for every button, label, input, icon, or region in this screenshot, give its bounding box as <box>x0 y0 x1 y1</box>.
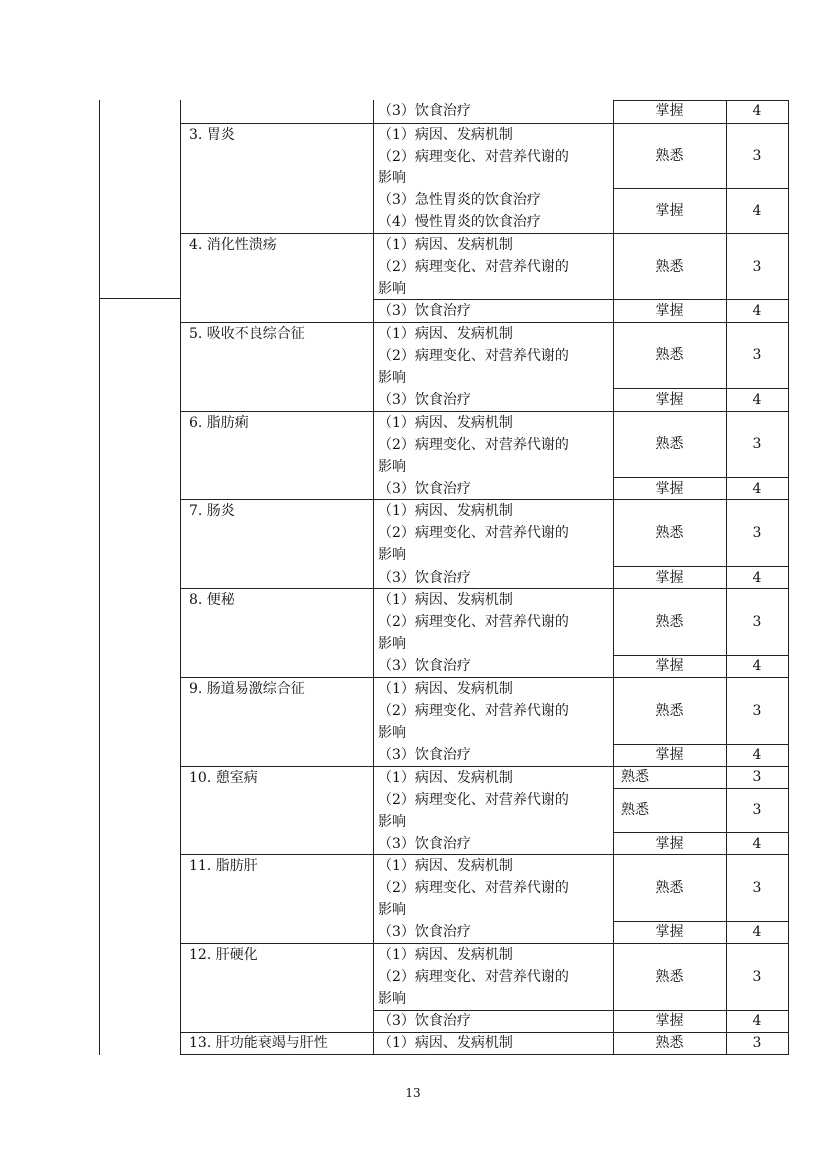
content-cell: 影响 <box>378 902 406 918</box>
level-cell: 掌握 <box>655 836 684 852</box>
row-line <box>613 788 788 789</box>
hours-cell: 3 <box>752 880 762 896</box>
content-cell: （3）饮食治疗 <box>378 658 471 674</box>
hours-cell: 3 <box>752 802 762 818</box>
content-cell: （4）慢性胃炎的饮食治疗 <box>378 214 541 230</box>
content-cell: （1）病因、发病机制 <box>378 858 513 874</box>
content-cell: （3）饮食治疗 <box>378 570 471 586</box>
level-cell: 掌握 <box>655 303 684 319</box>
content-cell: （2）病理变化、对营养代谢的 <box>378 149 569 165</box>
content-cell: （1）病因、发病机制 <box>378 947 513 963</box>
content-cell: （1）病因、发病机制 <box>378 127 513 143</box>
level-cell: 掌握 <box>655 1013 684 1029</box>
content-cell: （2）病理变化、对营养代谢的 <box>378 880 569 896</box>
content-cell: 影响 <box>378 281 406 297</box>
hours-cell: 3 <box>752 525 762 541</box>
hours-cell: 3 <box>752 259 762 275</box>
level-cell: 掌握 <box>655 103 684 119</box>
content-cell: （3）饮食治疗 <box>378 747 471 763</box>
level-cell: 掌握 <box>655 392 684 408</box>
content-cell: （2）病理变化、对营养代谢的 <box>378 969 569 985</box>
content-cell: 影响 <box>378 636 406 652</box>
hours-cell: 3 <box>752 148 762 164</box>
hours-cell: 3 <box>752 703 762 719</box>
content-cell: （1）病因、发病机制 <box>378 592 513 608</box>
content-cell: 影响 <box>378 547 406 563</box>
level-cell: 熟悉 <box>655 148 684 164</box>
level-cell: 掌握 <box>655 481 684 497</box>
topic-cell: 6. 脂肪痢 <box>189 415 249 431</box>
level-cell: 掌握 <box>655 203 684 219</box>
hours-cell: 4 <box>752 392 762 408</box>
hours-cell: 4 <box>752 836 762 852</box>
topic-cell: 13. 肝功能衰竭与肝性 <box>189 1035 328 1051</box>
hours-cell: 3 <box>752 347 762 363</box>
topic-cell: 10. 憩室病 <box>189 770 258 786</box>
content-cell: 影响 <box>378 725 406 741</box>
content-cell: （3）饮食治疗 <box>378 924 471 940</box>
level-cell: 掌握 <box>655 570 684 586</box>
topic-cell: 9. 肠道易激综合征 <box>189 681 305 697</box>
level-cell: 熟悉 <box>655 969 684 985</box>
content-cell: （1）病因、发病机制 <box>378 1035 513 1051</box>
hours-cell: 3 <box>752 614 762 630</box>
content-cell: （1）病因、发病机制 <box>378 681 513 697</box>
column-divider-2 <box>373 100 374 1055</box>
content-cell: （2）病理变化、对营养代谢的 <box>378 259 569 275</box>
content-cell: （3）饮食治疗 <box>378 481 471 497</box>
level-cell: 熟悉 <box>655 703 684 719</box>
hours-cell: 4 <box>752 203 762 219</box>
content-cell: （3）急性胃炎的饮食治疗 <box>378 192 541 208</box>
page-number: 13 <box>405 1086 421 1100</box>
row-line <box>180 1054 788 1055</box>
content-cell: （2）病理变化、对营养代谢的 <box>378 792 569 808</box>
row-line <box>613 188 788 189</box>
level-cell: 熟悉 <box>655 436 684 452</box>
content-cell: （1）病因、发病机制 <box>378 503 513 519</box>
topic-cell: 7. 肠炎 <box>189 503 235 519</box>
hours-cell: 3 <box>752 436 762 452</box>
content-cell: 影响 <box>378 370 406 386</box>
table-right-border <box>788 100 789 1055</box>
content-cell: 影响 <box>378 170 406 186</box>
hours-cell: 4 <box>752 570 762 586</box>
content-cell: （1）病因、发病机制 <box>378 415 513 431</box>
content-cell: （2）病理变化、对营养代谢的 <box>378 614 569 630</box>
content-cell: 影响 <box>378 991 406 1007</box>
content-cell: （3）饮食治疗 <box>378 836 471 852</box>
content-cell: （3）饮食治疗 <box>378 103 471 119</box>
topic-cell: 4. 消化性溃疡 <box>189 237 277 253</box>
level-cell: 熟悉 <box>655 614 684 630</box>
level-cell: 熟悉 <box>655 259 684 275</box>
table-left-border <box>99 100 100 1055</box>
hours-cell: 3 <box>752 1035 762 1051</box>
hours-cell: 4 <box>752 924 762 940</box>
content-cell: （1）病因、发病机制 <box>378 237 513 253</box>
level-cell: 掌握 <box>655 747 684 763</box>
topic-cell: 8. 便秘 <box>189 592 235 608</box>
content-cell: （3）饮食治疗 <box>378 1013 471 1029</box>
topic-cell: 12. 肝硬化 <box>189 947 258 963</box>
content-cell: （2）病理变化、对营养代谢的 <box>378 703 569 719</box>
content-cell: （3）饮食治疗 <box>378 392 471 408</box>
level-cell: 掌握 <box>655 924 684 940</box>
content-cell: （1）病因、发病机制 <box>378 770 513 786</box>
hours-cell: 3 <box>752 969 762 985</box>
hours-cell: 4 <box>752 481 762 497</box>
content-cell: 影响 <box>378 814 406 830</box>
level-cell: 熟悉 <box>655 880 684 896</box>
content-cell: （2）病理变化、对营养代谢的 <box>378 437 569 453</box>
level-cell: 熟悉 <box>655 347 684 363</box>
hours-cell: 3 <box>752 769 762 785</box>
content-cell: （1）病因、发病机制 <box>378 326 513 342</box>
level-cell: 熟悉 <box>621 802 649 818</box>
level-cell: 熟悉 <box>655 1035 684 1051</box>
hours-cell: 4 <box>752 658 762 674</box>
topic-cell: 11. 脂肪肝 <box>189 858 258 874</box>
topic-cell: 3. 胃炎 <box>189 127 235 143</box>
level-cell: 掌握 <box>655 658 684 674</box>
hours-cell: 4 <box>752 303 762 319</box>
hours-cell: 4 <box>752 747 762 763</box>
topic-cell: 5. 吸收不良综合征 <box>189 326 305 342</box>
content-cell: （3）饮食治疗 <box>378 303 471 319</box>
content-cell: （2）病理变化、对营养代谢的 <box>378 348 569 364</box>
hours-cell: 4 <box>752 103 762 119</box>
column-divider-1 <box>180 100 181 1055</box>
level-cell: 熟悉 <box>621 769 649 785</box>
content-cell: （2）病理变化、对营养代谢的 <box>378 525 569 541</box>
content-cell: 影响 <box>378 459 406 475</box>
hours-cell: 4 <box>752 1013 762 1029</box>
level-cell: 熟悉 <box>655 525 684 541</box>
row-line <box>99 298 180 299</box>
